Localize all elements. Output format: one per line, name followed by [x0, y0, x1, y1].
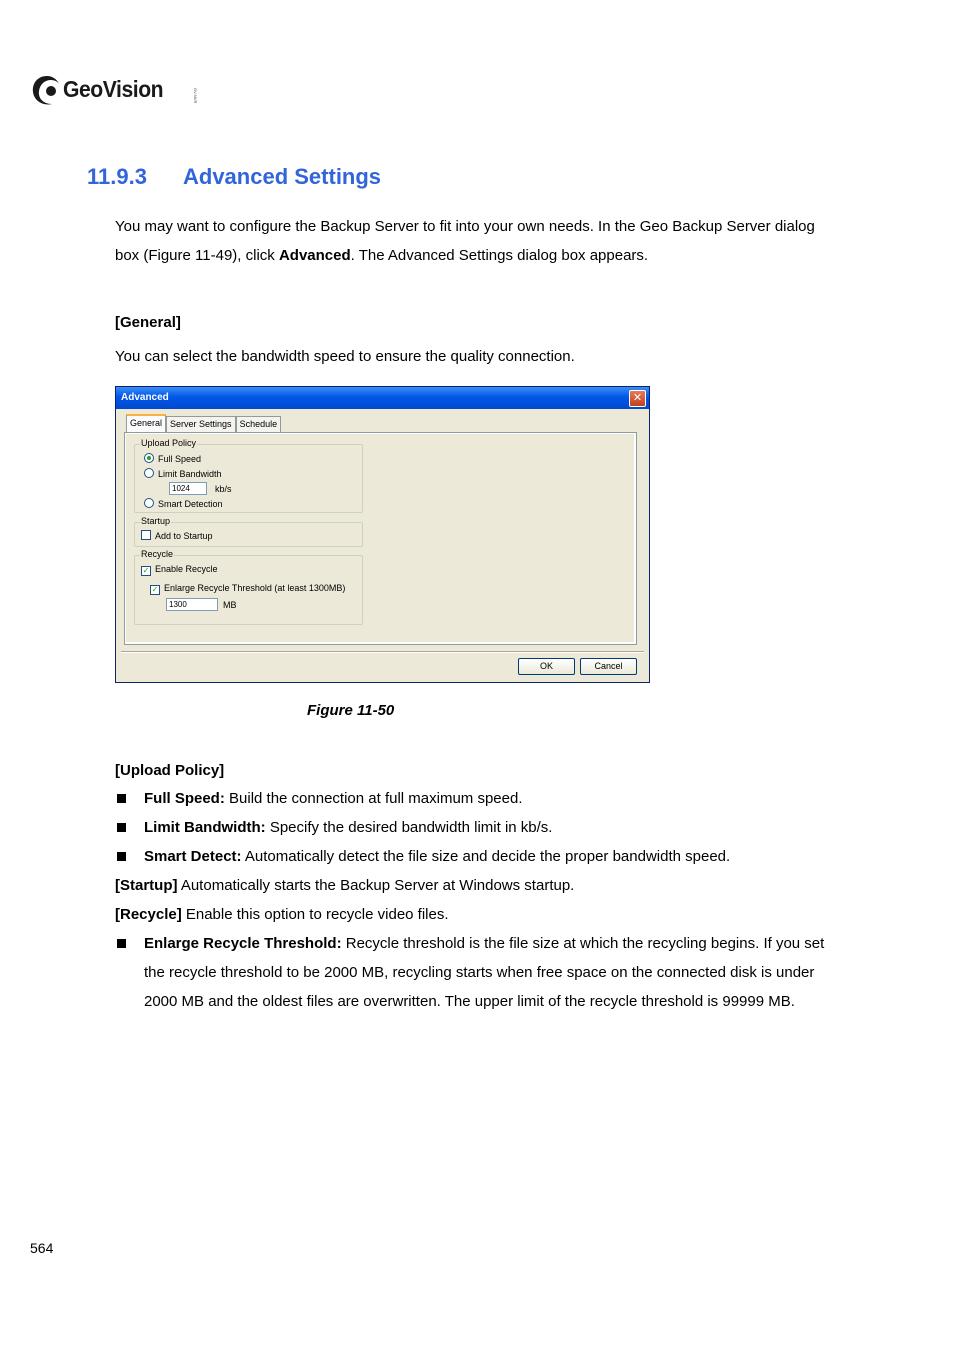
- bandwidth-unit: kb/s: [215, 484, 232, 494]
- bullet-bold: Smart Detect:: [144, 848, 242, 865]
- bullet-square-icon: [117, 794, 126, 803]
- bullet-text: Specify the desired bandwidth limit in kb/s.: [265, 819, 553, 836]
- bullet-text: Recycle threshold is the file size at which the recycling begins. If you set the recycle threshold to be 2000 MB, recycling starts when free space on the connected disk is under 2000 MB and the oldest files are overwritten. The upper limit of the recycle threshold is 99999 MB.: [144, 935, 825, 1010]
- add-to-startup-checkbox[interactable]: [141, 530, 213, 541]
- upload-policy-legend: Upload Policy: [141, 438, 197, 448]
- threshold-input[interactable]: 1300: [166, 598, 218, 611]
- startup-group: [134, 516, 363, 547]
- logo-text: GeoVision: [63, 76, 164, 102]
- recycle-bold: [Recycle]: [115, 906, 182, 923]
- bandwidth-input[interactable]: 1024: [169, 482, 207, 495]
- bullet-text: Automatically detect the file size and decide the proper bandwidth speed.: [241, 848, 731, 865]
- bullet-bold: Full Speed:: [144, 790, 225, 807]
- smart-detection-radio[interactable]: [144, 498, 223, 509]
- intro-paragraph: [115, 212, 835, 270]
- section-title: Advanced Settings: [183, 164, 382, 189]
- tab-server-settings[interactable]: Server Settings: [166, 416, 236, 433]
- ok-button[interactable]: OK: [518, 658, 575, 675]
- startup-bold: [Startup]: [115, 877, 178, 894]
- limit-bandwidth-radio[interactable]: [144, 468, 222, 479]
- bullet-bold: Enlarge Recycle Threshold:: [144, 935, 342, 952]
- checkbox-icon: [141, 530, 151, 540]
- add-to-startup-label: Add to Startup: [155, 531, 213, 541]
- intro-text-2: . The Advanced Settings dialog box appears.: [350, 247, 649, 264]
- logo-subtext: GV-NVR: [193, 88, 198, 104]
- section-number: 11.9.3: [87, 164, 147, 189]
- checkbox-checked-icon: ✓: [142, 566, 150, 575]
- bullet-bold: Limit Bandwidth:: [144, 819, 266, 836]
- logo-swirl-icon: [31, 74, 63, 108]
- enable-recycle-label: Enable Recycle: [155, 564, 218, 574]
- recycle-line: [115, 900, 449, 929]
- cancel-button[interactable]: Cancel: [580, 658, 637, 675]
- tab-schedule[interactable]: Schedule: [236, 416, 282, 433]
- page-number: 564: [30, 1240, 54, 1256]
- bullet-square-icon: [117, 939, 126, 948]
- bullet-square-icon: [117, 823, 126, 832]
- general-heading: [General]: [115, 314, 181, 331]
- dialog-separator: [121, 651, 644, 653]
- recycle-legend: Recycle: [141, 549, 174, 559]
- general-tab-panel: [124, 432, 637, 645]
- dialog-title: Advanced: [121, 392, 169, 403]
- bullet-square-icon: [117, 852, 126, 861]
- upload-policy-group: [134, 438, 363, 513]
- radio-icon: [144, 498, 154, 508]
- radio-selected-icon: [144, 453, 154, 463]
- advanced-dialog: [115, 386, 650, 683]
- intro-text-1: You may want to configure the Backup Server to fit into your own needs. In the Geo Backup Server dialog box (Figure 11-49), click: [115, 218, 815, 264]
- geovision-logo: [31, 74, 198, 108]
- enlarge-threshold-checkbox[interactable]: [150, 583, 345, 595]
- intro-bold: Advanced: [278, 247, 351, 264]
- smart-detection-label: Smart Detection: [158, 499, 223, 509]
- radio-icon: [144, 468, 154, 478]
- bullet-text: Build the connection at full maximum speed.: [224, 790, 523, 807]
- enable-recycle-checkbox[interactable]: [141, 564, 218, 576]
- checkbox-checked-icon: ✓: [151, 585, 159, 594]
- recycle-text: Enable this option to recycle video files.: [181, 906, 449, 923]
- tab-general[interactable]: General: [126, 414, 166, 434]
- startup-line: [115, 871, 574, 900]
- figure-caption: Figure 11-50: [307, 702, 395, 719]
- close-icon[interactable]: ✕: [629, 390, 646, 407]
- upload-policy-heading: [Upload Policy]: [115, 762, 225, 779]
- dialog-titlebar[interactable]: [116, 387, 649, 409]
- full-speed-label: Full Speed: [158, 454, 202, 464]
- startup-legend: Startup: [141, 516, 171, 526]
- limit-bandwidth-label: Limit Bandwidth: [158, 469, 222, 479]
- threshold-unit: MB: [223, 600, 237, 610]
- general-paragraph: You can select the bandwidth speed to ensure the quality connection.: [115, 348, 575, 365]
- recycle-group: [134, 549, 363, 625]
- dialog-tabs: [126, 416, 281, 432]
- enlarge-threshold-label: Enlarge Recycle Threshold (at least 1300MB): [164, 583, 346, 593]
- full-speed-radio[interactable]: [144, 453, 201, 464]
- startup-text: Automatically starts the Backup Server at Windows startup.: [177, 877, 575, 894]
- section-heading: [87, 164, 381, 190]
